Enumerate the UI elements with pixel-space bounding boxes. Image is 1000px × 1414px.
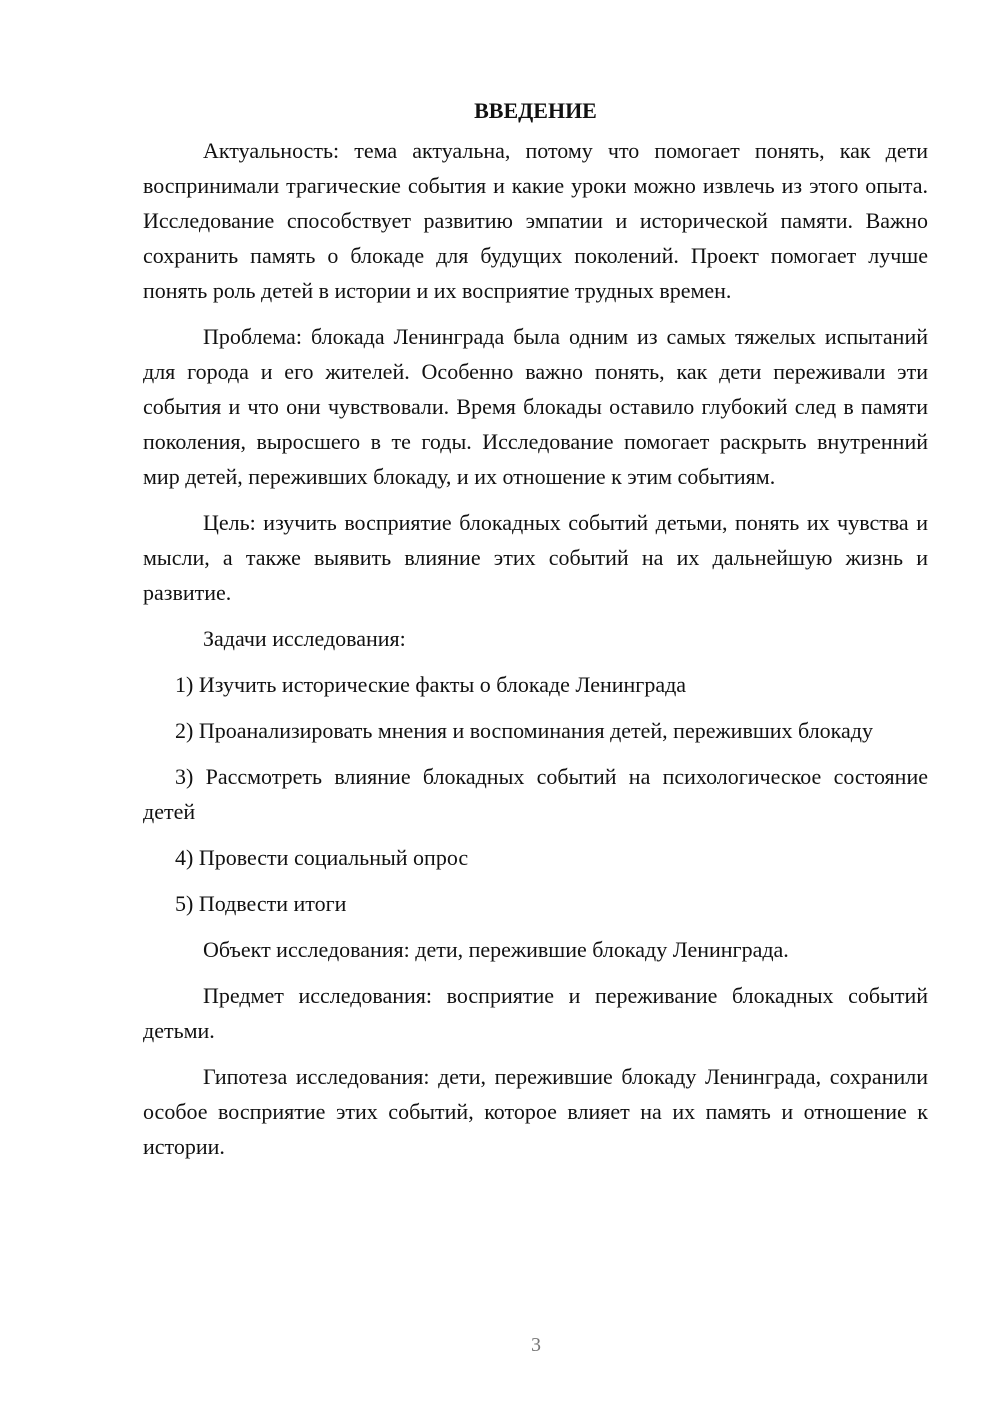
task-item-2: 2) Проанализировать мнения и воспоминания детей, переживших блокаду bbox=[175, 718, 873, 743]
hypothesis-paragraph: Гипотеза исследования: дети, пережившие блокаду Ленинграда, сохранили особое восприятие этих событий, которое влияет на их память и отношение к истории. bbox=[143, 1064, 928, 1159]
tasks-title: Задачи исследования: bbox=[203, 626, 406, 651]
relevance-paragraph: Актуальность: тема актуальна, потому что помогает понять, как дети воспринимали трагические события и какие уроки можно извлечь из этого опыта. Исследование способствует развитию эмпатии и исторической памяти. Важно сохранить память о блокаде для будущих поколений. Проект помогает лучше понять роль детей в истории и их восприятие трудных времен. bbox=[143, 138, 928, 303]
goal-paragraph: Цель: изучить восприятие блокадных событий детьми, понять их чувства и мысли, а также выявить влияние этих событий на их дальнейшую жизнь и развитие. bbox=[143, 510, 928, 605]
object-paragraph: Объект исследования: дети, пережившие блокаду Ленинграда. bbox=[203, 937, 789, 962]
task-item-3: 3) Рассмотреть влияние блокадных событий на психологическое состояние детей bbox=[143, 764, 928, 824]
task-item-5: 5) Подвести итоги bbox=[175, 891, 347, 916]
subject-paragraph: Предмет исследования: восприятие и переживание блокадных событий детьми. bbox=[143, 983, 928, 1043]
page-number: 3 bbox=[531, 1334, 541, 1356]
task-item-1: 1) Изучить исторические факты о блокаде Ленинграда bbox=[175, 672, 687, 697]
task-item-4: 4) Провести социальный опрос bbox=[175, 845, 469, 870]
section-heading: ВВЕДЕНИЕ bbox=[474, 98, 597, 123]
problem-paragraph: Проблема: блокада Ленинграда была одним из самых тяжелых испытаний для города и его жителей. Особенно важно понять, как дети переживали эти события и что они чувствовали. Время блокады оставило глубокий след в памяти поколения, выросшего в те годы. Исследование помогает раскрыть внутренний мир детей, переживших блокаду, и их отношение к этим событиям. bbox=[143, 324, 928, 489]
page-content bbox=[143, 95, 928, 1175]
